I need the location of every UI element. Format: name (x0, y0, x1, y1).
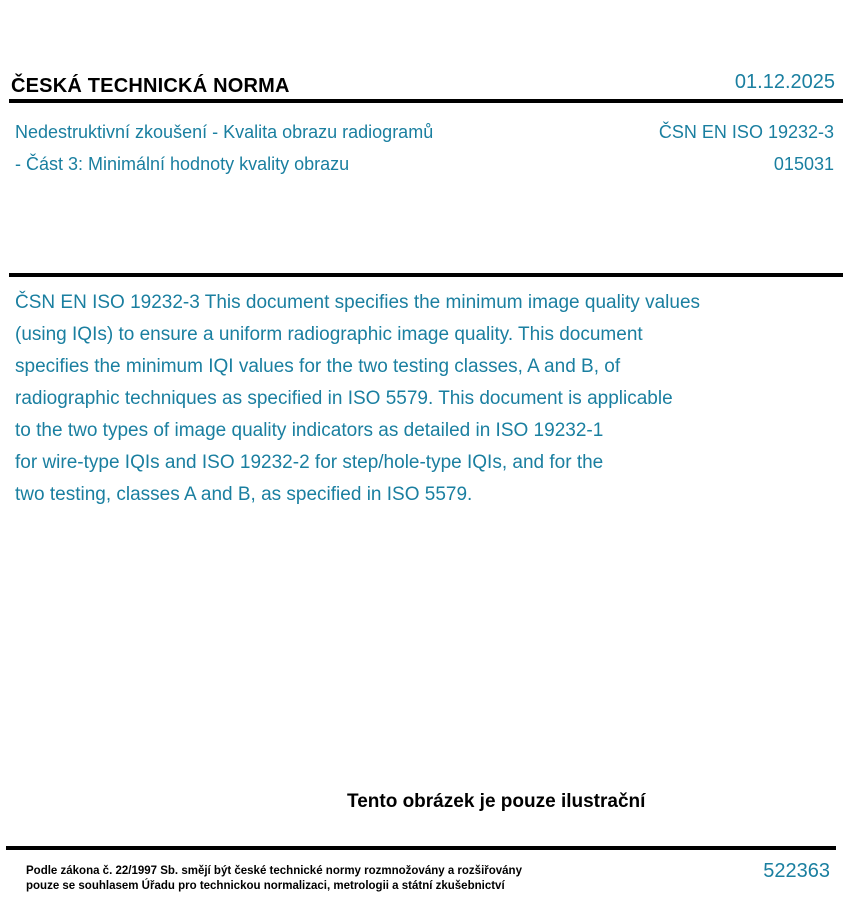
classification-code: 015031 (773, 154, 834, 174)
copyright-line: pouze se souhlasem Úřadu pro technickou normalizaci, metrologii a státní zkušebnictví (26, 880, 505, 892)
illustration-note: Tento obrázek je pouze ilustrační (347, 791, 646, 812)
copyright-line: Podle zákona č. 22/1997 Sb. smějí být české technické normy rozmnožovány a rozšiřovány (26, 865, 522, 877)
standard-title (15, 116, 433, 180)
abstract-line: (using IQIs) to ensure a uniform radiographic image quality. This document (15, 324, 643, 345)
copyright-notice (26, 864, 522, 894)
abstract-line: ČSN EN ISO 19232-3 This document specifies the minimum image quality values (15, 292, 701, 313)
abstract-line: specifies the minimum IQI values for the two testing classes, A and B, of (15, 356, 621, 377)
abstract-line: radiographic techniques as specified in ISO 5579. This document is applicable (15, 388, 673, 409)
standard-title-line: Nedestruktivní zkoušení - Kvalita obrazu radiogramů (15, 122, 434, 142)
section-divider (9, 273, 843, 277)
standard-title-line: - Část 3: Minimální hodnoty kvality obrazu (15, 154, 350, 174)
publication-date: 01.12.2025 (734, 71, 835, 93)
abstract-line: to the two types of image quality indicators as detailed in ISO 19232-1 (15, 420, 604, 441)
norm-header-title: ČESKÁ TECHNICKÁ NORMA (11, 75, 290, 97)
header-divider (9, 99, 843, 103)
abstract-line: two testing, classes A and B, as specified in ISO 5579. (15, 484, 473, 505)
footer-divider (6, 846, 836, 850)
catalog-number: 522363 (763, 860, 830, 882)
abstract-text (15, 287, 815, 511)
standard-codes (659, 116, 834, 180)
standard-designation: ČSN EN ISO 19232-3 (658, 122, 834, 142)
abstract-line: for wire-type IQIs and ISO 19232-2 for step/hole-type IQIs, and for the (15, 452, 604, 473)
